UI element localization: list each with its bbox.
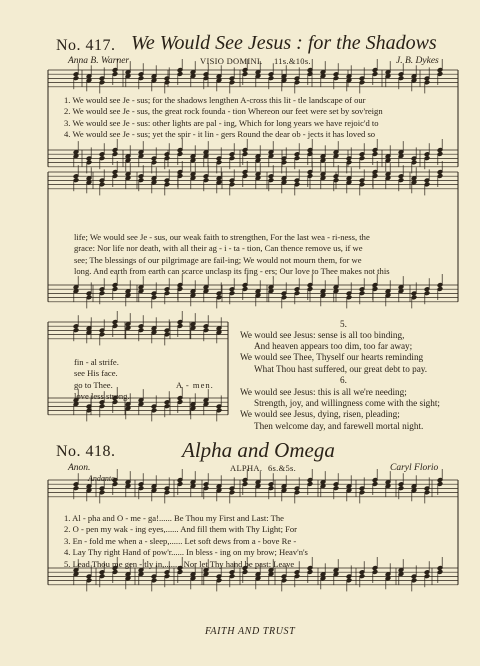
hymn-417-tune: VISIO DOMINI. [200, 56, 263, 66]
stanza-line: Strength, joy, and willingness come with the sight; [254, 398, 440, 409]
hymn-417-meter: 11s.&10s. [274, 56, 311, 66]
stanza-line: We would see Jesus: this is all we're needing; [240, 387, 407, 397]
verse-line: see His face. [74, 368, 118, 379]
stanza-line: And heaven appears too dim, too far away; [254, 341, 413, 352]
hymn-417-title: We Would See Jesus : for the Shadows [131, 32, 437, 54]
hymn-418-composer: Caryl Florio [390, 463, 439, 473]
section-footer: FAITH AND TRUST [205, 626, 296, 637]
stanza-line: Then welcome day, and farewell mortal night. [254, 420, 424, 431]
verse-line: fin - al strife. [74, 357, 119, 367]
stanza-line: We would see Jesus, dying, risen, pleading; [240, 409, 400, 420]
verse-line: 1. Al - pha and O - me - ga!...... Be Thou my First and Last: The [64, 513, 284, 523]
verse-line: grace: Nor life nor death, with all their ag - i - ta - tion, Can thence remove us, if we [74, 243, 363, 254]
verse-line: 3. En - fold me when a - sleep,...... Let soft dews from a - bove Re - [64, 535, 297, 546]
verse-line: go to Thee. [74, 379, 113, 390]
verse-line: 3. We would see Je - sus: other lights are pal - ing, Which for long years we have rejoic'd to [64, 117, 379, 128]
hymn-418-verses [64, 513, 308, 570]
hymn-418-number: No. 418. [56, 443, 116, 460]
stanza-line: We would see Thee, Thyself our hearts reminding [240, 352, 424, 363]
hymn-418-author: Anon. [68, 463, 91, 473]
hymn-417-author: Anna B. Warner [68, 56, 130, 66]
stanza-5 [240, 330, 427, 375]
hymn-418-meter: 6s.&5s. [268, 463, 297, 473]
stanza-6 [240, 387, 440, 432]
hymn-417-system1-verses [64, 95, 383, 141]
verse-line: life; We would see Je - sus, our weak faith to strengthen, For the last wea - ri-ness, the [74, 232, 370, 242]
stanza-5-number: 5. [340, 319, 347, 329]
verse-line: see; The blessings of our pilgrimage are fail-ing; We would not mourn them, for we [74, 254, 362, 265]
verse-line: 2. O - pen my wak - ing eyes,...... And fill them with Thy Light; For [64, 524, 298, 535]
verse-line: 4. Lay Thy right Hand of pow'r...... In bless - ing on my brow; Heav'n's [64, 547, 308, 558]
amen-label: A - men. [176, 380, 214, 390]
hymn-418-tune: ALPHA. [230, 463, 263, 473]
verse-line: 4. We would see Je - sus; yet the spir - it lin - gers Round the dear ob - jects it has loved so [64, 129, 376, 140]
hymn-418-tempo: Andante. [88, 474, 117, 483]
stanza-line: What Thou hast suffered, our great debt to pay. [254, 363, 428, 374]
hymn-417-system2-verses [74, 232, 390, 278]
verse-line: 5. Lead Thou me gen - tly in,........ Nor let Thy hand be past: Leave [64, 558, 295, 569]
hymn-417-number: No. 417. [56, 37, 116, 54]
verse-line: love less strong. [74, 391, 130, 402]
verse-line: 1. We would see Je - sus; for the shadows lengthen A-cross this lit - tle landscape of our [64, 95, 366, 105]
stanza-line: We would see Jesus: sense is all too binding, [240, 330, 405, 340]
hymn-417-system3-verses [74, 357, 130, 403]
stanza-6-number: 6. [340, 375, 347, 385]
verse-line: long. And earth from earth can scarce unclasp its fing - ers; Our love to Thee makes not this [74, 266, 390, 277]
hymn-418-title: Alpha and Omega [182, 438, 335, 462]
hymn-417-composer: J. B. Dykes [396, 56, 439, 66]
verse-line: 2. We would see Je - sus, the great rock founda - tion Whereon our feet were set by sov'reign [64, 106, 383, 117]
